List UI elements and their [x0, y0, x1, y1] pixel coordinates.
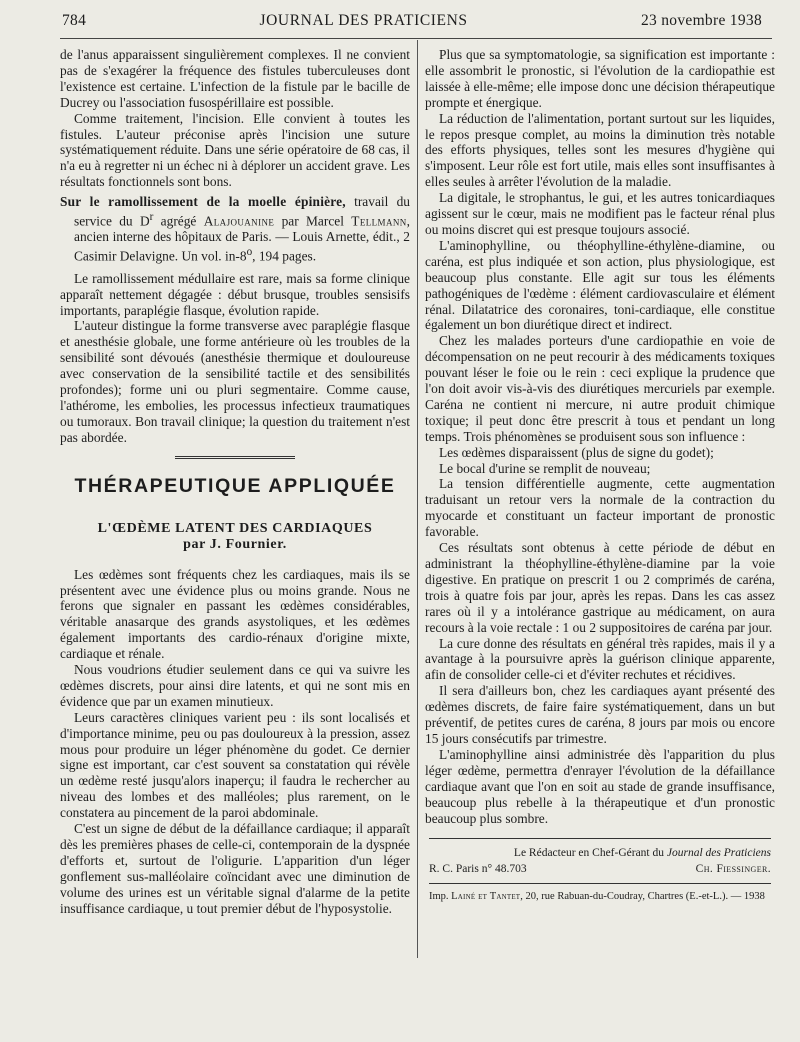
section-title: THÉRAPEUTIQUE APPLIQUÉE — [74, 474, 396, 497]
trade-register: R. C. Paris n° 48.703 — [429, 863, 527, 876]
paragraph: Ces résultats sont obtenus à cette période de début en administrant la théophylline-éthylène-diamine par la voie digestive. En pratique on prescrit 1 ou 2 comprimés de caréna, trois à quatre fois par jour, après les repas. Dans les cas assez rares où il y a intolérance gastrique au médicament, on aura recours à la voie rectale : 1 ou 2 suppositoires de caréna par jour. — [425, 540, 775, 635]
paragraph: Leurs caractères cliniques varient peu : ils sont localisés et d'importance minime, peu ou pas douloureux à la pression, assez mous pour produire un léger phénomène du godet. Ce dernier signe est important, car c'est souvent sa constatation qui révèle un œdème resté jusqu'alors inaperçu; il faudra le rechercher au niveau des lombes et des malléoles; plus rarement, on le constatera au pincement de la paroi abdominale. — [60, 709, 410, 821]
paragraph: La digitale, le strophantus, le gui, et les autres tonicardiaques agissent sur le cœur, mais ne modifient pas le facteur rénal plus ou moins discret qui est presque toujours associé. — [425, 190, 775, 237]
issue-date: 23 novembre 1938 — [640, 12, 762, 29]
editor-line-prefix: Le Rédacteur en Chef-Gérant du — [513, 847, 667, 860]
book-ref-sup: r — [149, 211, 154, 224]
printer-imprint — [425, 884, 775, 904]
printer-names: Lainé et Tantet — [451, 891, 521, 903]
book-ref-text: agrégé — [153, 213, 204, 229]
imprint-address: , 20, rue Rabuan-du-Coudray, Chartres (E.-et-L.). — 1938 — [520, 891, 765, 903]
page-number: 784 — [62, 12, 87, 29]
column-divider — [417, 40, 418, 958]
book-author: Tellmann — [351, 213, 407, 229]
paragraph: Comme traitement, l'incision. Elle convient à toutes les fistules. L'auteur préconise après l'incision une suture systématiquement réduite. Dans une série opératoire de 68 cas, il n'a eu à regretter ni un échec ni à déplorer un accident grave. Les résultats fonctionnels sont bons. — [60, 110, 410, 190]
paragraph: C'est un signe de début de la défaillance cardiaque; il apparaît dès les premières phases de celle-ci, contemporain de la dyspnée d'efforts et, surtout de l'oligurie. L'apparition d'un léger gonflement sus-malléolaire coïncidant avec une diminution de volume des urines est un véritable signal d'alarme de la petite insuffisance cardiaque, u tout premier début de l'hyposystolie. — [60, 821, 410, 916]
journal-title: JOURNAL DES PRATICIENS — [259, 12, 468, 29]
article-heading: L'ŒDÈME LATENT DES CARDIAQUES — [97, 520, 373, 536]
paragraph: Chez les malades porteurs d'une cardiopathie en voie de décompensation on ne peut recourir à des médicaments toxiques pouvant léser le foie ou le rein : ceci explique la prudence que l'on doit avoir vis-à-vis des diurétiques mercuriels par exemple. Caréna ne contient ni mercure, ni autre produit chimique toxique; il peut donc être prescrit à tous et pendant un long temps. Trois phénomènes se produisent sous son influence : — [425, 333, 775, 444]
running-head — [62, 12, 762, 38]
section-divider — [175, 456, 295, 459]
left-column — [60, 47, 410, 917]
paragraph: Les œdèmes disparaissent (plus de signe du godet); — [439, 444, 714, 460]
paragraph: Il sera d'ailleurs bon, chez les cardiaques ayant présenté des œdèmes discrets, de faire faire systématiquement, dans un but préventif, de petites cures de caréna, 8 jours par mois ou encore 15 jours consécutifs par trimestre. — [425, 683, 775, 746]
article-title — [60, 521, 410, 553]
book-reference — [60, 194, 410, 265]
footer-rule — [429, 838, 771, 839]
paragraph: Plus que sa symptomatologie, sa signification est importante : elle assombrit le pronostic, si l'évolution de la cardiopathie est laissée à elle-même; elle impose donc une décision thérapeutique prompte et énergique. — [425, 47, 775, 110]
editor-line — [425, 845, 775, 861]
editor-name: Ch. Fiessinger. — [695, 863, 771, 876]
paragraph: Le ramollissement médullaire est rare, mais sa forme clinique apparaît nettement dégagée : début brusque, troubles sensisifs importants, paraplégie flasque, évolution rapide. — [60, 270, 410, 318]
paragraph: La tension différentielle augmente, cette augmentation traduisant un retour vers la normale de la contraction du myocarde et constituant un facteur important de pronostic favorable. — [425, 476, 775, 540]
book-ref-sup: o — [246, 246, 253, 259]
paragraph: La cure donne des résultats en général très rapides, mais il y a avantage à la poursuivre après la guérison clinique apparente, afin de consolider celle-ci et d'éviter rechutes et récidives. — [425, 635, 775, 683]
paragraph: L'aminophylline, ou théophylline-éthylène-diamine, ou caréna, est plus indiquée et son action, plus physiologique, est beaucoup plus constante. Elle agit sur tous les éléments pathogéniques de l'œdème : élément cardiovasculaire et élément rénal. Dilatatrice des coronaires, toni-cardiaque, elle constitue également un bon diurétique direct et indirect. — [425, 237, 775, 333]
paragraph: L'aminophylline ainsi administrée dès l'apparition du plus léger œdème, permettra d'enrayer l'évolution de la défaillance cardiaque avant que l'on en soit au stade de grande insuffisance, beaucoup plus rebelle à la thérapeutique et d'un pronostic beaucoup plus sombre. — [425, 746, 775, 826]
paragraph: La réduction de l'alimentation, portant surtout sur les liquides, le repos presque complet, au moins la diminution très notable des efforts physiques, telles sont les mesures d'hygiène qui s'imposent. Leur rôle est fort utile, mais elles sont insuffisantes à elles seules à arrêter l'évolution de la maladie. — [425, 110, 775, 190]
paragraph: Les œdèmes sont fréquents chez les cardiaques, mais ils se présentent avec une évidence plus ou moins grande. Nous ne ferons que signaler en passant les œdèmes considérables, véritable anasarque des grands asystoliques, et les œdèmes également importants des cardio-rénaux d'origine mixte, cardiaque et rénale. — [60, 566, 410, 662]
book-ref-text: par Marcel — [274, 213, 352, 229]
paragraph: L'auteur distingue la forme transverse avec paraplégie flasque et anesthésie globale, une forme antérieure où les troubles de la sensibilité sont dévoués (anesthésie thermique et douloureuse avec conservation de la sensibilité tactile et des sensibilités profondes); forme uni ou pluri segmentaire. Comme cause, l'athérome, les embolies, les processus infectieux traumatiques ou tumoraux. Bon travail clinique; la question du traitement n'est pas abordée. — [60, 318, 410, 445]
header-rule — [60, 38, 772, 39]
book-ref-text: , 194 pages. — [252, 248, 317, 264]
editor-line-journal: Journal des Praticiens — [666, 847, 771, 860]
paragraph: de l'anus apparaissent singulièrement complexes. Il ne convient pas de s'exagérer la fréquence des fistules tuberculeuses dont l'existence est certaine. L'infection de la fistule par le bacille de Ducrey ou l'association fusospérillaire est possible. — [60, 47, 410, 110]
book-ref-text: travail du service du D — [74, 194, 410, 229]
book-title: Sur le ramollissement de la moelle épinière, — [60, 194, 346, 210]
article-byline: par J. Fournier. — [183, 536, 287, 552]
book-author: Alajouanine — [203, 213, 275, 229]
paragraph: Nous voudrions étudier seulement dans ce qui va suivre les œdèmes discrets, pour ainsi dire latents, et qui ne sont mis en évidence que par un examen minutieux. — [60, 662, 410, 709]
book-ref-text: , ancien interne des hôpitaux de Paris. — Louis Arnette, édit., 2 Casimir Delavigne. Un vol. in-8 — [74, 213, 410, 264]
registration-line — [425, 861, 775, 877]
right-column — [425, 47, 775, 904]
paragraph: Le bocal d'urine se remplit de nouveau; — [439, 460, 651, 476]
imprint-prefix: Imp. — [429, 891, 452, 903]
